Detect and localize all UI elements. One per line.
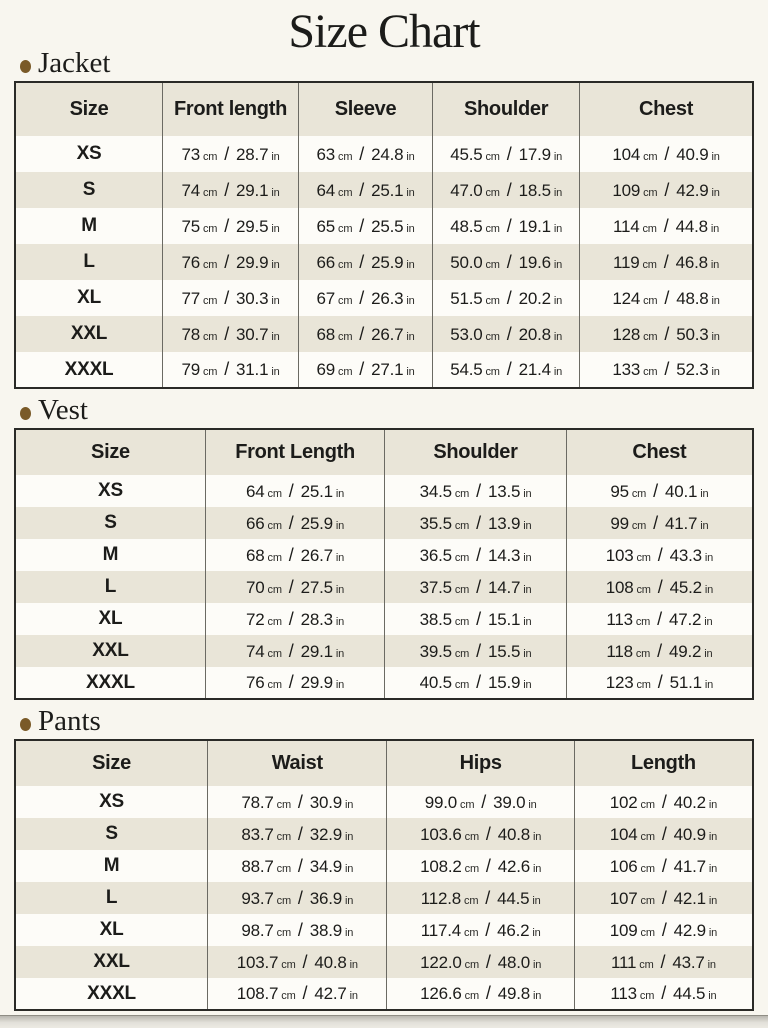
measurement-cell: 78.7 cm / 30.9 in — [208, 786, 387, 818]
size-cell: XL — [77, 287, 101, 308]
column-header: Length — [574, 740, 753, 786]
column-header: Sleeve — [298, 82, 432, 136]
measurement-cell: 70 cm / 27.5 in — [205, 571, 384, 603]
measurement-cell: 107 cm / 42.1 in — [574, 882, 753, 914]
measurement-cell: 76 cm / 29.9 in — [205, 667, 384, 699]
measurement-cell: 114 cm / 44.8 in — [580, 208, 753, 244]
size-cell: L — [15, 244, 163, 280]
table-row — [15, 571, 753, 603]
measurement-cell: 113 cm / 47.2 in — [566, 603, 753, 635]
size-cell: XS — [76, 143, 102, 164]
bullet-icon — [20, 60, 31, 73]
measurement-cell: 126.6 cm / 49.8 in — [387, 978, 574, 1010]
measurement-cell: 53.0 cm / 20.8 in — [433, 316, 580, 352]
measurement-cell: 36.5 cm / 14.3 in — [385, 539, 567, 571]
measurement-cell: 98.7 cm / 38.9 in — [208, 914, 387, 946]
table-row — [15, 475, 753, 507]
table-row — [15, 978, 753, 1010]
measurement-cell: 88.7 cm / 34.9 in — [208, 850, 387, 882]
measurement-cell: 68 cm / 26.7 in — [205, 539, 384, 571]
size-cell: S — [15, 507, 205, 539]
measurement-cell: 122.0 cm / 48.0 in — [387, 946, 574, 978]
measurement-cell: 64 cm / 25.1 in — [205, 475, 384, 507]
measurement-cell: 93.7 cm / 36.9 in — [208, 882, 387, 914]
measurement-cell: 48.5 cm / 19.1 in — [433, 208, 580, 244]
measurement-cell: 118 cm / 49.2 in — [566, 635, 753, 667]
measurement-cell: 79 cm / 31.1 in — [163, 352, 299, 388]
measurement-cell: 124 cm / 48.8 in — [580, 280, 753, 316]
table-row — [15, 352, 753, 388]
size-cell: XXL — [15, 316, 163, 352]
size-cell: S — [15, 172, 163, 208]
column-header: Size — [15, 740, 208, 786]
size-cell: XXXL — [64, 358, 114, 380]
measurement-cell: 51.5 cm / 20.2 in — [433, 280, 580, 316]
vest-size-table — [14, 428, 754, 700]
jacket-size-table — [14, 81, 754, 389]
measurement-cell: 95 cm / 40.1 in — [566, 475, 753, 507]
table-row — [15, 786, 753, 818]
column-header: Hips — [387, 740, 574, 786]
measurement-cell: 128 cm / 50.3 in — [580, 316, 753, 352]
section-label-jacket: Jacket — [38, 47, 111, 79]
table-row — [15, 818, 753, 850]
table-row — [15, 603, 753, 635]
bullet-icon — [20, 407, 31, 420]
table-row — [15, 136, 753, 172]
measurement-cell: 63 cm / 24.8 in — [298, 136, 432, 172]
size-cell: L — [15, 882, 208, 914]
table-row — [15, 316, 753, 352]
column-header: Waist — [208, 740, 387, 786]
measurement-cell: 72 cm / 28.3 in — [205, 603, 384, 635]
size-cell: XXL — [15, 946, 208, 978]
page-title: Size Chart — [288, 5, 480, 58]
table-row — [15, 882, 753, 914]
measurement-cell: 117.4 cm / 46.2 in — [387, 914, 574, 946]
measurement-cell: 54.5 cm / 21.4 in — [433, 352, 580, 388]
measurement-cell: 65 cm / 25.5 in — [298, 208, 432, 244]
table-row — [15, 208, 753, 244]
size-cell: XXXL — [87, 982, 136, 1004]
table-row — [15, 635, 753, 667]
measurement-cell: 69 cm / 27.1 in — [298, 352, 432, 388]
table-row — [15, 667, 753, 699]
measurement-cell: 104 cm / 40.9 in — [580, 136, 753, 172]
measurement-cell: 34.5 cm / 13.5 in — [385, 475, 567, 507]
table-row — [15, 244, 753, 280]
measurement-cell: 104 cm / 40.9 in — [574, 818, 753, 850]
measurement-cell: 108 cm / 45.2 in — [566, 571, 753, 603]
measurement-cell: 108.2 cm / 42.6 in — [387, 850, 574, 882]
measurement-cell: 99 cm / 41.7 in — [566, 507, 753, 539]
measurement-cell: 74 cm / 29.1 in — [163, 172, 299, 208]
table-row — [15, 539, 753, 571]
column-header: Front length — [163, 82, 299, 136]
measurement-cell: 103.7 cm / 40.8 in — [208, 946, 387, 978]
measurement-cell: 109 cm / 42.9 in — [574, 914, 753, 946]
section-label-pants: Pants — [38, 705, 101, 737]
section-head-pants — [0, 706, 768, 736]
measurement-cell: 109 cm / 42.9 in — [580, 172, 753, 208]
measurement-cell: 133 cm / 52.3 in — [580, 352, 753, 388]
measurement-cell: 108.7 cm / 42.7 in — [208, 978, 387, 1010]
size-cell: L — [15, 571, 205, 603]
size-cell: XL — [98, 608, 123, 629]
measurement-cell: 103.6 cm / 40.8 in — [387, 818, 574, 850]
bullet-icon — [20, 718, 31, 731]
measurement-cell: 74 cm / 29.1 in — [205, 635, 384, 667]
column-header: Shoulder — [385, 429, 567, 475]
measurement-cell: 45.5 cm / 17.9 in — [433, 136, 580, 172]
measurement-cell: 102 cm / 40.2 in — [574, 786, 753, 818]
measurement-cell: 119 cm / 46.8 in — [580, 244, 753, 280]
table-row — [15, 850, 753, 882]
measurement-cell: 113 cm / 44.5 in — [574, 978, 753, 1010]
measurement-cell: 76 cm / 29.9 in — [163, 244, 299, 280]
table-row — [15, 280, 753, 316]
size-cell: M — [102, 544, 119, 565]
measurement-cell: 39.5 cm / 15.5 in — [385, 635, 567, 667]
measurement-cell: 64 cm / 25.1 in — [298, 172, 432, 208]
column-header: Size — [15, 429, 205, 475]
measurement-cell: 75 cm / 29.5 in — [163, 208, 299, 244]
measurement-cell: 50.0 cm / 19.6 in — [433, 244, 580, 280]
measurement-cell: 77 cm / 30.3 in — [163, 280, 299, 316]
size-cell: XL — [99, 919, 124, 940]
size-cell: XS — [97, 480, 123, 501]
measurement-cell: 68 cm / 26.7 in — [298, 316, 432, 352]
measurement-cell: 99.0 cm / 39.0 in — [387, 786, 574, 818]
column-header: Shoulder — [433, 82, 580, 136]
table-row — [15, 507, 753, 539]
table-row — [15, 914, 753, 946]
measurement-cell: 40.5 cm / 15.9 in — [385, 667, 567, 699]
measurement-cell: 106 cm / 41.7 in — [574, 850, 753, 882]
measurement-cell: 78 cm / 30.7 in — [163, 316, 299, 352]
size-chart-page — [0, 4, 768, 1028]
size-cell: XS — [99, 791, 125, 812]
page-bottom-shadow — [0, 1015, 768, 1028]
section-label-vest: Vest — [38, 394, 88, 426]
header-row — [15, 429, 753, 475]
measurement-cell: 112.8 cm / 44.5 in — [387, 882, 574, 914]
measurement-cell: 83.7 cm / 32.9 in — [208, 818, 387, 850]
measurement-cell: 123 cm / 51.1 in — [566, 667, 753, 699]
measurement-cell: 67 cm / 26.3 in — [298, 280, 432, 316]
measurement-cell: 103 cm / 43.3 in — [566, 539, 753, 571]
size-cell: M — [81, 215, 97, 236]
table-row — [15, 172, 753, 208]
column-header: Chest — [566, 429, 753, 475]
column-header: Size — [15, 82, 163, 136]
measurement-cell: 38.5 cm / 15.1 in — [385, 603, 567, 635]
measurement-cell: 37.5 cm / 14.7 in — [385, 571, 567, 603]
header-row — [15, 740, 753, 786]
header-row — [15, 82, 753, 136]
table-row — [15, 946, 753, 978]
size-cell: S — [15, 818, 208, 850]
measurement-cell: 66 cm / 25.9 in — [205, 507, 384, 539]
size-cell: M — [103, 855, 120, 876]
measurement-cell: 35.5 cm / 13.9 in — [385, 507, 567, 539]
size-cell: XXXL — [86, 671, 135, 693]
section-head-vest — [0, 395, 768, 425]
column-header: Chest — [580, 82, 753, 136]
measurement-cell: 111 cm / 43.7 in — [574, 946, 753, 978]
measurement-cell: 47.0 cm / 18.5 in — [433, 172, 580, 208]
measurement-cell: 73 cm / 28.7 in — [163, 136, 299, 172]
column-header: Front Length — [205, 429, 384, 475]
size-cell: XXL — [15, 635, 205, 667]
pants-size-table — [14, 739, 754, 1011]
measurement-cell: 66 cm / 25.9 in — [298, 244, 432, 280]
